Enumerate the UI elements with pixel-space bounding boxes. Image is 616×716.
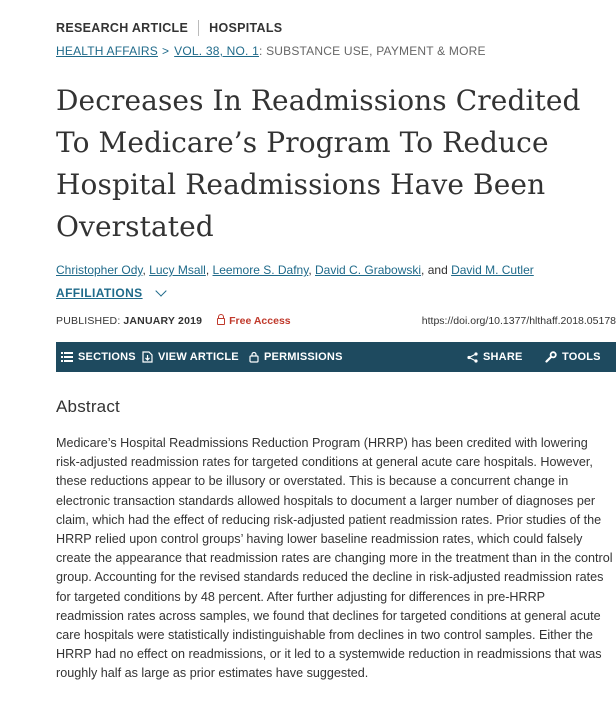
author-separator: ,: [205, 263, 213, 277]
view-article-label: VIEW ARTICLE: [158, 351, 239, 363]
author-separator: ,: [142, 263, 150, 277]
lock-icon: [249, 351, 259, 363]
tools-label: TOOLS: [562, 351, 601, 363]
author-link[interactable]: Leemore S. Dafny: [212, 263, 309, 277]
unlock-icon: [217, 318, 225, 325]
free-access-label: Free Access: [229, 315, 291, 327]
breadcrumb-section: : SUBSTANCE USE, PAYMENT & MORE: [259, 44, 486, 58]
author-link[interactable]: Lucy Msall: [149, 263, 206, 277]
author-separator: ,: [308, 263, 316, 277]
author-link[interactable]: David C. Grabowski: [315, 263, 422, 277]
share-button[interactable]: [467, 342, 523, 372]
breadcrumb-separator: >: [161, 44, 170, 58]
download-document-icon: [142, 351, 153, 363]
tools-button[interactable]: [545, 342, 601, 372]
article-type-label: RESEARCH ARTICLE: [56, 21, 189, 35]
author-separator: , and: [421, 263, 452, 277]
wrench-icon: [545, 351, 557, 363]
view-article-button[interactable]: [142, 342, 239, 372]
author-link[interactable]: Christopher Ody: [56, 263, 143, 277]
sections-button[interactable]: [61, 342, 136, 372]
breadcrumb: [56, 44, 486, 58]
author-link[interactable]: David M. Cutler: [451, 263, 534, 277]
share-icon: [467, 352, 478, 363]
permissions-label: PERMISSIONS: [264, 351, 343, 363]
doi-link[interactable]: https://doi.org/10.1377/hlthaff.2018.05178: [421, 315, 616, 327]
breadcrumb-issue-link[interactable]: VOL. 38, NO. 1: [174, 44, 259, 58]
affiliations-toggle[interactable]: [56, 286, 165, 300]
free-access-badge: [217, 315, 291, 327]
chevron-down-icon: [155, 285, 166, 296]
list-icon: [61, 352, 73, 362]
publication-info: [56, 315, 616, 327]
article-title: Decreases In Readmissions Credited To Medicare’s Program To Reduce Hospital Readmissions Have Been Overstated: [56, 84, 581, 243]
publication-date: JANUARY 2019: [123, 315, 203, 327]
share-label: SHARE: [483, 351, 523, 363]
breadcrumb-journal-link[interactable]: HEALTH AFFAIRS: [56, 44, 158, 58]
abstract-heading: Abstract: [56, 397, 120, 416]
abstract-text: Medicare’s Hospital Readmissions Reduction Program (HRRP) has been credited with lowering risk-adjusted readmission rates for targeted conditions at general acute care hospitals. However, these reductions appear to be illusory or overstated. This is because a concurrent change in electronic transaction standards allowed hospitals to document a larger number of diagnoses per claim, which had the effect of reducing risk-adjusted patient readmission rates. Prior studies of the HRRP relied upon control groups’ having lower baseline readmission rates, which could falsely create the appearance that readmission rates are changing more in the treatment than in the control group. Accounting for the revised standards reduced the decline in risk-adjusted readmission rates for targeted conditions by 48 percent. After further adjusting for differences in pre-HRRP readmission rates across samples, we found that declines for targeted conditions at general acute care hospitals were statistically indistinguishable from declines in two control samples. Either the HRRP had no effect on readmissions, or it led to a systemwide reduction in readmissions that was roughly half as large as prior estimates have suggested.: [56, 436, 613, 681]
permissions-button[interactable]: [249, 342, 343, 372]
published-label: PUBLISHED:: [56, 315, 121, 327]
category-row: [56, 20, 282, 36]
topic-label: HOSPITALS: [209, 21, 283, 35]
sections-label: SECTIONS: [78, 351, 136, 363]
category-divider: [198, 20, 199, 36]
article-toolbar: [56, 342, 616, 372]
author-list: [56, 263, 534, 277]
affiliations-label: AFFILIATIONS: [56, 286, 143, 300]
